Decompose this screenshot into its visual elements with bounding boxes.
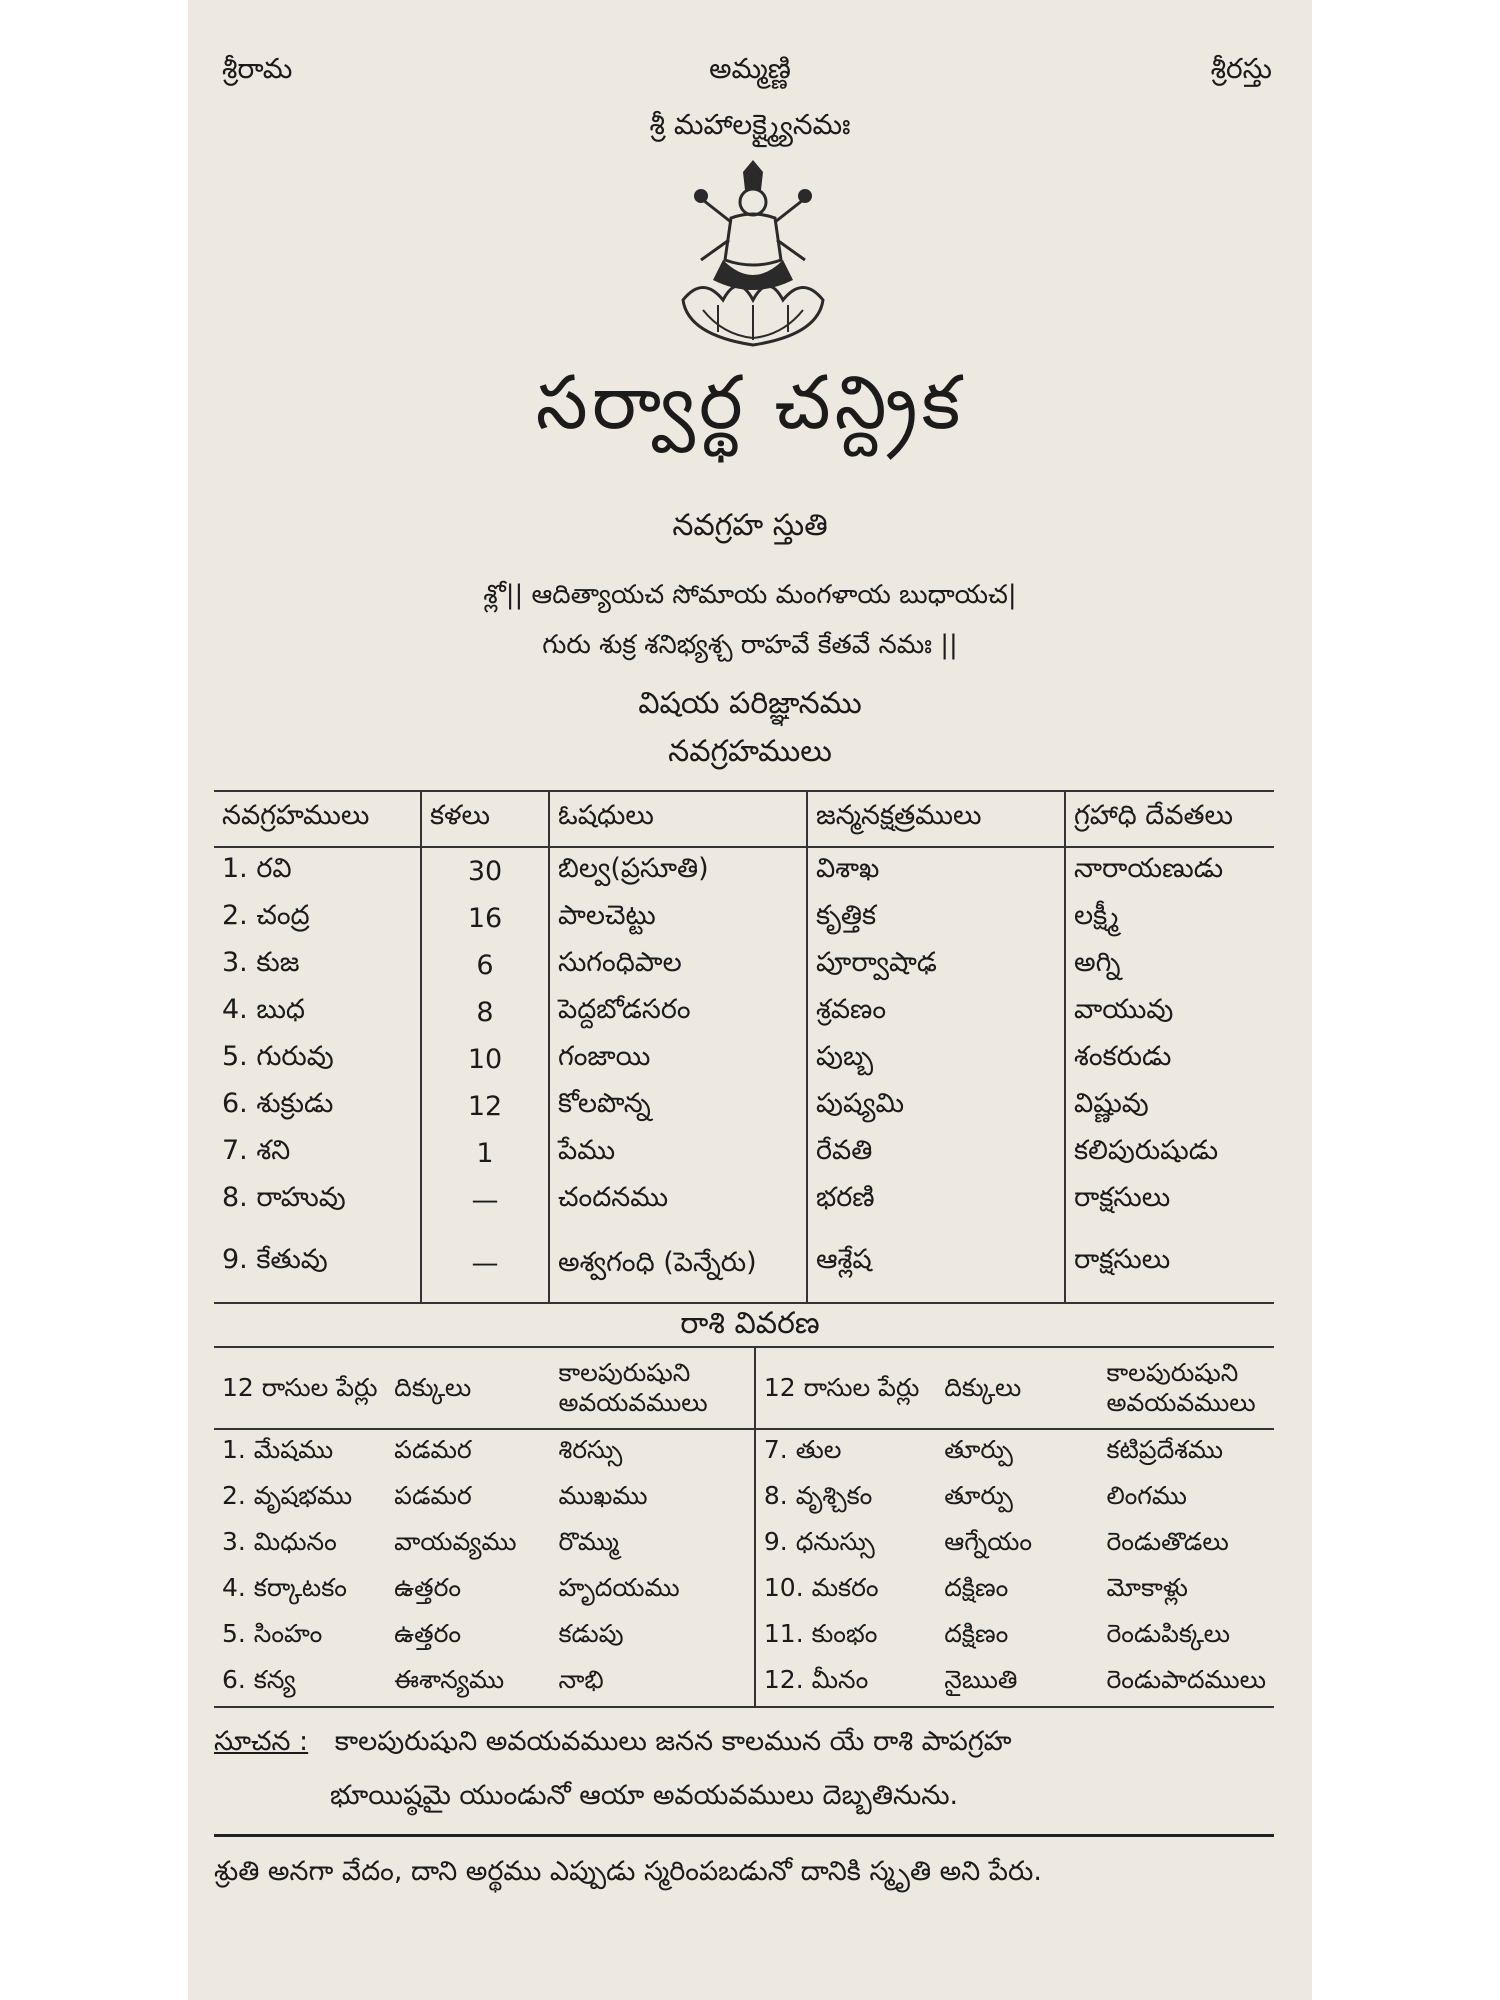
column-header: దిక్కులు — [386, 1347, 550, 1429]
column-header: జన్మనక్షత్రములు — [807, 791, 1065, 847]
column-header: కాలపురుషుని అవయవములు — [550, 1347, 754, 1429]
table-cell: రెండుపిక్కలు — [1106, 1619, 1230, 1648]
table-row — [214, 1568, 1274, 1614]
note-line-1 — [214, 1726, 1274, 1764]
lakshmi-image — [673, 160, 833, 360]
table-cell: దక్షిణం — [944, 1573, 1009, 1602]
table-cell: 10. మకరం — [755, 1568, 936, 1614]
table-cell: 8. రాహువు — [222, 1181, 346, 1213]
header-left: శ్రీరామ — [222, 52, 293, 85]
note-text-2: భూయిష్ఠమై యుండునో ఆయా అవయవములు దెబ్బతినును. — [330, 1780, 959, 1811]
column-header: గ్రహాధి దేవతలు — [1065, 791, 1274, 847]
table-cell: బిల్వ(ప్రసూతి) — [549, 847, 807, 895]
table-cell: నాభి — [550, 1660, 754, 1707]
table-cell: విష్ణువు — [1065, 1083, 1274, 1130]
table-cell: 1. మేషము — [222, 1435, 334, 1464]
table-cell: 30 — [421, 847, 549, 895]
table-row — [214, 1177, 1274, 1224]
table-cell: గంజాయి — [549, 1036, 807, 1083]
table-row — [214, 1130, 1274, 1177]
table-cell: 7. శని — [222, 1134, 291, 1166]
table-cell: ఆగ్నేయం — [944, 1527, 1033, 1556]
table-cell: శంకరుడు — [1065, 1036, 1274, 1083]
table-cell: 12. మీనం — [755, 1660, 936, 1707]
table-cell: — — [421, 1177, 549, 1224]
column-header: కాలపురుషుని అవయవములు — [1098, 1347, 1274, 1429]
table-row — [214, 1429, 1274, 1476]
note-label: సూచన : — [214, 1726, 309, 1757]
table-cell: పాలచెట్టు — [549, 895, 807, 942]
table-row — [214, 1036, 1274, 1083]
book-title: సర్వార్థ చన్ద్రిక — [535, 360, 965, 446]
table-cell: 12 — [421, 1083, 549, 1130]
table-cell: శ్రవణం — [807, 989, 1065, 1036]
table-cell: నారాయణుడు — [1065, 847, 1274, 895]
table-cell: 2. వృషభము — [222, 1481, 353, 1510]
table-cell: శిరస్సు — [558, 1435, 623, 1464]
table-cell: హృదయము — [558, 1573, 680, 1602]
table-cell: ఆశ్లేష — [807, 1224, 1065, 1303]
table-cell: నైఋతి — [936, 1660, 1098, 1707]
table-cell: కటిప్రదేశము — [1106, 1435, 1224, 1464]
table-cell: అశ్వగంధి (పెన్నేరు) — [549, 1224, 807, 1303]
rashi-heading: రాశి వివరణ — [680, 1306, 820, 1341]
table-cell: — — [421, 1224, 549, 1303]
table-row — [214, 895, 1274, 942]
header-right: శ్రీరస్తు — [1210, 52, 1272, 85]
column-header: ఓషధులు — [549, 791, 807, 847]
table-cell: 6. కన్య — [214, 1660, 386, 1707]
table-cell: దక్షిణం — [944, 1619, 1009, 1648]
table-cell: 3. మిధునం — [222, 1527, 337, 1556]
table-cell: రేవతి — [807, 1130, 1065, 1177]
table-cell: కోలపొన్న — [549, 1083, 807, 1130]
table-row — [214, 1083, 1274, 1130]
table-cell: ముఖము — [558, 1481, 648, 1510]
column-header: దిక్కులు — [936, 1347, 1098, 1429]
table-cell: 7. తుల — [755, 1429, 936, 1476]
table-cell: వాయువు — [1065, 989, 1274, 1036]
table-cell: 8. వృశ్చికం — [755, 1476, 936, 1522]
rashi-table — [214, 1346, 1274, 1708]
table-cell: 6. శుక్రుడు — [222, 1087, 334, 1119]
table-cell: ఉత్తరం — [394, 1619, 462, 1648]
table-cell: పుబ్బ — [807, 1036, 1065, 1083]
table-cell: పడమర — [394, 1435, 472, 1464]
table-cell: 9. ధనుస్సు — [755, 1522, 936, 1568]
column-header: నవగ్రహములు — [214, 791, 421, 847]
column-header: 12 రాసుల పేర్లు — [214, 1347, 386, 1429]
table-cell: 4. కర్కాటకం — [222, 1573, 347, 1602]
subject-heading: విషయ పరిజ్ఞానము — [638, 686, 862, 721]
table-cell: 5. గురువు — [222, 1040, 334, 1072]
column-header: కళలు — [421, 791, 549, 847]
table-cell: పూర్వాషాఢ — [807, 942, 1065, 989]
table-row — [214, 1522, 1274, 1568]
table-cell: 1 — [421, 1130, 549, 1177]
table-cell: లక్ష్మీ — [1065, 895, 1274, 942]
table-cell: 3. కుజ — [222, 946, 300, 978]
table-row — [214, 847, 1274, 895]
table-cell: తూర్పు — [944, 1435, 1013, 1464]
table-cell: తూర్పు — [944, 1481, 1013, 1510]
table-cell: 8 — [421, 989, 549, 1036]
table-cell: 6 — [421, 942, 549, 989]
table-cell: పేము — [549, 1130, 807, 1177]
table-cell: విశాఖ — [807, 847, 1065, 895]
divider — [214, 1834, 1274, 1837]
book-page — [188, 0, 1312, 2000]
table-cell: రాక్షసులు — [1065, 1224, 1274, 1303]
table-cell: 16 — [421, 895, 549, 942]
note-text-1: కాలపురుషుని అవయవములు జనన కాలమున యే రాశి పాపగ్రహ — [334, 1726, 1012, 1757]
table-row — [214, 989, 1274, 1036]
table-cell: కలిపురుషుడు — [1065, 1130, 1274, 1177]
table-row — [214, 1224, 1274, 1303]
table-header-row — [214, 791, 1274, 847]
table-cell: 11. కుంభం — [755, 1614, 936, 1660]
table-cell: పడమర — [394, 1481, 472, 1510]
table-cell: మోకాళ్లు — [1106, 1573, 1188, 1602]
table-header-row — [214, 1347, 1274, 1429]
table-cell: పెద్దబోడసరం — [549, 989, 807, 1036]
table-cell: పుష్యమి — [807, 1083, 1065, 1130]
table-cell: 10 — [421, 1036, 549, 1083]
table-cell: 9. కేతువు — [214, 1224, 421, 1303]
table-cell: కృత్తిక — [807, 895, 1065, 942]
stuti-heading: నవగ్రహ స్తుతి — [672, 508, 828, 543]
table-cell: చందనము — [549, 1177, 807, 1224]
column-header: 12 రాసుల పేర్లు — [755, 1347, 936, 1429]
table-cell: 5. సింహం — [222, 1619, 323, 1648]
footer-quote: శ్రుతి అనగా వేదం, దాని అర్థము ఎప్పుడు స్మరింపబడునో దానికి స్మృతి అని పేరు. — [214, 1856, 1042, 1887]
table-row — [214, 942, 1274, 989]
table-row — [214, 1660, 1274, 1707]
table-cell: రెండుతొడలు — [1106, 1527, 1229, 1556]
table-cell: సుగంధిపాల — [549, 942, 807, 989]
table-cell: అగ్ని — [1065, 942, 1274, 989]
navagraha-table — [214, 790, 1274, 1304]
table-cell: ఉత్తరం — [394, 1573, 462, 1602]
stuti-line-2: గురు శుక్ర శనిభ్యశ్చ రాహవే కేతవే నమః || — [542, 630, 958, 660]
table-cell: రాక్షసులు — [1065, 1177, 1274, 1224]
table-row — [214, 1476, 1274, 1522]
header-center: అమ్మణ్ణి — [709, 52, 791, 85]
table-cell: 2. చంద్ర — [222, 899, 310, 931]
table-cell: 4. బుధ — [222, 993, 305, 1025]
table-cell: లింగము — [1106, 1481, 1187, 1510]
navagraha-heading: నవగ్రహములు — [668, 734, 832, 769]
table-cell: కడుపు — [558, 1619, 624, 1648]
table-cell: 1. రవి — [222, 852, 292, 884]
table-cell: భరణి — [807, 1177, 1065, 1224]
table-cell: రొమ్ము — [558, 1527, 619, 1556]
table-row — [214, 1614, 1274, 1660]
table-cell: ఈశాన్యము — [386, 1660, 550, 1707]
table-cell: రెండుపాదములు — [1098, 1660, 1274, 1707]
stuti-line-1: శ్లో|| ఆదిత్యాయచ సోమాయ మంగళాయ బుధాయచ| — [483, 580, 1017, 610]
table-cell: వాయవ్యము — [394, 1527, 517, 1556]
invocation: శ్రీ మహాలక్ష్మ్యైనమః — [649, 108, 851, 141]
